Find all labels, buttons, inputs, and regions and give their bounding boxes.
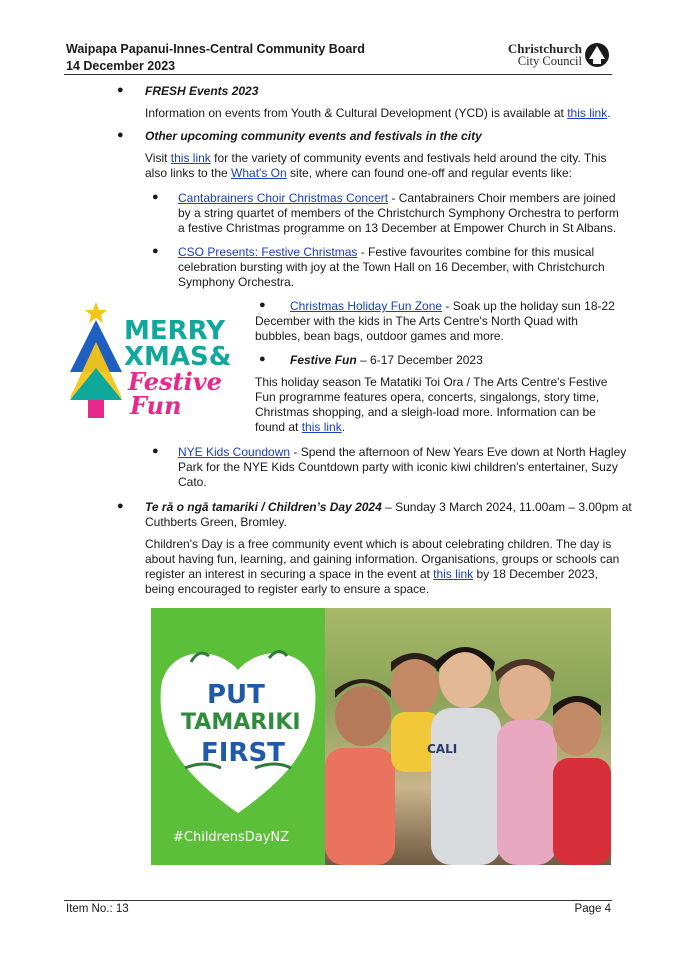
holiday-line-1: Christmas Holiday Fun Zone - Soak up the holiday sun 18-22 [290, 299, 615, 313]
childrens-day-p2: about having fun, learning, and gaining information. Organisations, groups or schools can [145, 552, 620, 566]
bullet: ● [259, 299, 266, 311]
xmas-line-3: Festive [128, 367, 222, 396]
festive-line-2: Fun programme features opera, concerts, singalongs, story time, [255, 390, 600, 404]
festive-line-3: Christmas shopping, and a sleigh-load more. Information can be [255, 405, 596, 419]
childrens-day-poster [151, 608, 611, 865]
festive-line-4: found at this link. [255, 420, 346, 434]
childrens-day-link[interactable]: this link [433, 567, 474, 581]
cso-line-2: celebration bursting with joy at the Town Hall on 16 December, with Christchurch [178, 260, 605, 274]
childrens-day-p4: being encouraged to register early to ensure a space. [145, 582, 430, 596]
bullet: ● [152, 245, 159, 257]
bullet: ● [117, 84, 124, 96]
cso-link[interactable]: CSO Presents: Festive Christmas [178, 245, 358, 259]
bullet: ● [152, 191, 159, 203]
childrens-day-title: Te rā o ngā tamariki / Children’s Day 2024 [145, 500, 382, 514]
holiday-line-2: December with the kids in The Arts Centre's North Quad with [255, 314, 578, 328]
events-link[interactable]: this link [170, 151, 211, 165]
footer-page-number: Page 4 [574, 903, 611, 915]
cantabrainers-line-1: Cantabrainers Choir Christmas Concert - Cantabrainers Choir members are joined [178, 191, 616, 205]
fresh-title: FRESH Events 2023 [145, 84, 259, 98]
childrens-day-where: Cuthberts Green, Bromley. [145, 515, 287, 529]
children-photo-figures [325, 608, 611, 865]
xmas-line-1: MERRY [124, 316, 226, 346]
cso-line-3: Symphony Orchestra. [178, 275, 295, 289]
other-line-2: also links to the What's On site, where can found one-off and regular events like: [145, 166, 572, 180]
fresh-text: Information on events from Youth & Cultural Development (YCD) is available at this link. [145, 106, 611, 120]
cantabrainers-link[interactable]: Cantabrainers Choir Christmas Concert [178, 191, 389, 205]
footer-rule [64, 900, 612, 901]
header-rule [64, 74, 612, 75]
festive-link[interactable]: this link [301, 420, 342, 434]
bullet: ● [259, 353, 266, 365]
whats-on-link[interactable]: What's On [231, 166, 287, 180]
festive-heading: Festive Fun – 6-17 December 2023 [290, 353, 483, 367]
council-logo [490, 40, 612, 72]
shirt-text: CALI [427, 742, 458, 756]
festive-line-1: This holiday season Te Matatiki Toi Ora / The Arts Centre's Festive [255, 375, 608, 389]
poster-line-1: PUT [207, 680, 265, 710]
nye-line-2: Park for the NYE Kids Countdown party with iconic kiwi children's entertainer, Suzy [178, 460, 618, 474]
childrens-day-heading: Te rā o ngā tamariki / Children’s Day 2024 – Sunday 3 March 2024, 11.00am – 3.00pm at [145, 500, 632, 514]
board-name: Waipapa Papanui-Innes-Central Community Board [66, 42, 365, 56]
poster-hashtag: #ChildrensDayNZ [173, 830, 290, 845]
festive-title: Festive Fun [290, 353, 357, 367]
other-line-1: Visit this link for the variety of community events and festivals held around the city. This [145, 151, 607, 165]
other-title: Other upcoming community events and festivals in the city [145, 129, 482, 143]
cathedral-icon [584, 41, 610, 69]
nye-link[interactable]: NYE Kids Coundown [178, 445, 291, 459]
holiday-fun-zone-link[interactable]: Christmas Holiday Fun Zone [290, 299, 443, 313]
poster-line-2: TAMARIKI [181, 710, 301, 735]
poster-line-3: FIRST [201, 738, 285, 768]
bullet: ● [117, 129, 124, 141]
logo-line-1: Christchurch [507, 41, 582, 56]
bullet: ● [152, 445, 159, 457]
xmas-line-4: Fun [130, 391, 182, 420]
xmas-line-2: XMAS& [124, 342, 232, 372]
holiday-line-3: bubbles, bean bags, outdoor games and more. [255, 329, 504, 343]
merry-xmas-graphic [68, 298, 244, 422]
logo-line-2: City Council [517, 54, 582, 68]
fresh-link[interactable]: this link [567, 106, 608, 120]
cso-line-1: CSO Presents: Festive Christmas - Festive favourites combine for this musical [178, 245, 595, 259]
bullet: ● [117, 500, 124, 512]
footer-item-number: Item No.: 13 [66, 903, 129, 915]
nye-line-1: NYE Kids Coundown - Spend the afternoon of New Years Eve down at North Hagley [178, 445, 627, 459]
heart-icon [151, 608, 325, 865]
childrens-day-p1: Children's Day is a free community event which is about celebrating children. The day is [145, 537, 612, 551]
childrens-day-p3: register an interest in securing a space in the event at this link by 18 December 2023, [145, 567, 598, 581]
cantabrainers-line-2: by a string quartet of members of the Christchurch Symphony Orchestra to perform [178, 206, 619, 220]
cantabrainers-line-3: a festive Christmas programme on 13 December at Empower Church in St Albans. [178, 221, 617, 235]
meeting-date: 14 December 2023 [66, 59, 176, 73]
nye-line-3: Cato. [178, 475, 207, 489]
